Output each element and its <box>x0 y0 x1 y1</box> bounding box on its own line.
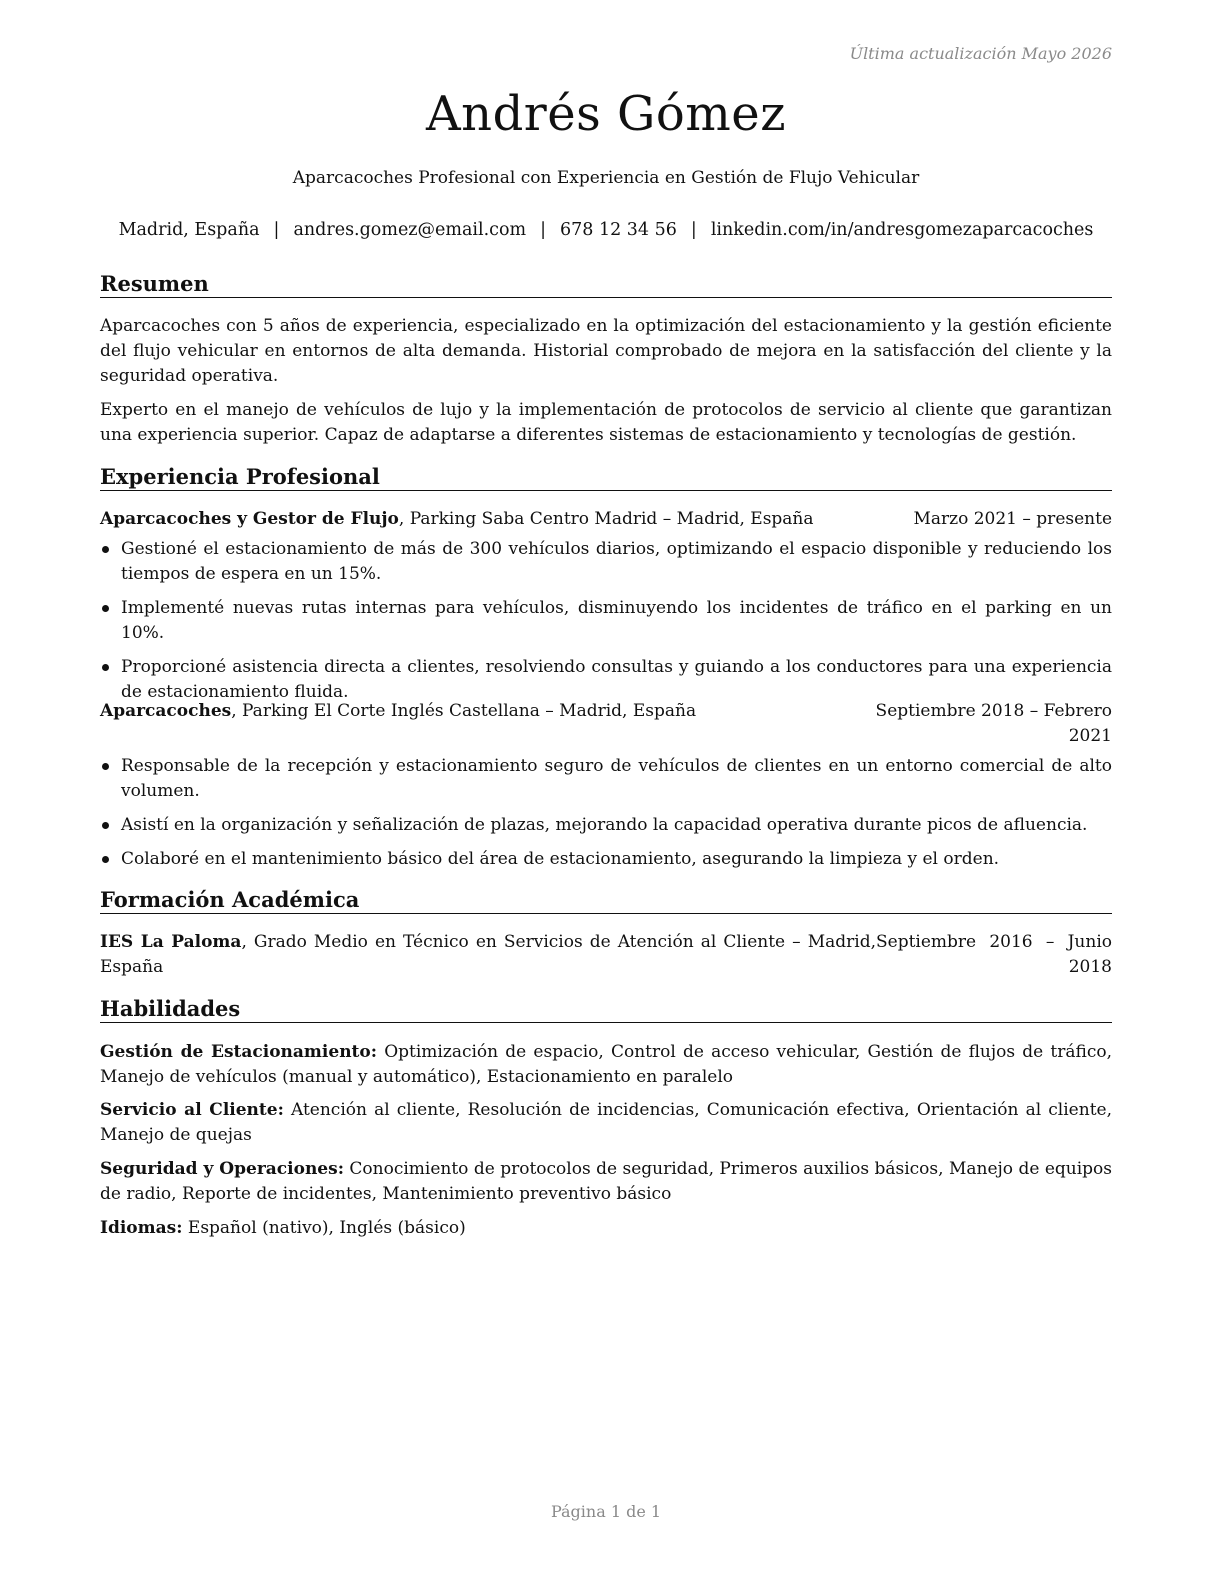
section-title-education: Formación Académica <box>100 887 1112 914</box>
job-dates-line: 2021 <box>1068 726 1112 746</box>
skill-label: Gestión de Estacionamiento: <box>100 1042 378 1062</box>
last-updated: Última actualización Mayo 2026 <box>849 44 1112 63</box>
resume-page <box>100 0 1112 1584</box>
job-bullet: Responsable de la recepción y estacionamiento seguro de vehículos de clientes en un entorno comercial de alto volumen. <box>100 754 1112 804</box>
contact-separator: | <box>540 220 546 240</box>
job-title-line <box>100 699 696 724</box>
summary-paragraph: Experto en el manejo de vehículos de lujo y la implementación de protocolos de servicio al cliente que garantizan una experiencia superior. Capaz de adaptarse a diferentes sistemas de estacionamiento y tecnologías de gestión. <box>100 400 1112 445</box>
education-entry <box>100 930 1112 980</box>
summary-paragraph: Aparcacoches con 5 años de experiencia, especializado en la optimización del estacionamiento y la gestión eficiente del flujo vehicular en entornos de alta demanda. Historial comprobado de mejora en la satisfacción del cliente y la seguridad operativa. <box>100 316 1112 386</box>
job-title: Aparcacoches <box>100 701 232 721</box>
candidate-name: Andrés Gómez <box>426 86 786 142</box>
page-number: Página 1 de 1 <box>550 1502 662 1521</box>
job-dates-line: Septiembre 2018 – Febrero <box>875 701 1112 721</box>
skill-label: Servicio al Cliente: <box>100 1100 284 1120</box>
skill-group <box>100 1157 1112 1207</box>
education-school: IES La Paloma <box>100 932 242 952</box>
contact-linkedin[interactable]: linkedin.com/in/andresgomezaparcacoches <box>710 220 1094 240</box>
job-bullet: Colaboré en el mantenimiento básico del área de estacionamiento, asegurando la limpieza y el orden. <box>100 847 1112 872</box>
job-bullets <box>100 537 1112 714</box>
job-bullets <box>100 754 1112 881</box>
contact-separator: | <box>690 220 697 240</box>
job-place: , Parking Saba Centro Madrid – Madrid, España <box>398 509 814 529</box>
contact-separator: | <box>273 220 280 240</box>
education-degree: , Grado Medio en Técnico en Servicios de Atención al Cliente – Madrid, España <box>100 932 876 977</box>
job-title-line <box>100 507 814 532</box>
skill-text: Optimización de espacio, Control de acceso vehicular, Gestión de flujos de tráfico, Manejo de vehículos (manual y automático), Estacionamiento en paralelo <box>100 1042 1112 1087</box>
job-bullet: Asistí en la organización y señalización de plazas, mejorando la capacidad operativa durante picos de afluencia. <box>100 813 1112 838</box>
contact-phone: 678 12 34 56 <box>560 220 677 240</box>
job-bullet: Proporcioné asistencia directa a clientes, resolviendo consultas y guiando a los conductores para una experiencia de estacionamiento fluida. <box>100 655 1112 705</box>
section-title-experience: Experiencia Profesional <box>100 464 1112 491</box>
job-dates <box>876 699 1112 749</box>
skill-group <box>100 1216 1112 1241</box>
skill-group <box>100 1040 1112 1090</box>
contact-location: Madrid, España <box>118 220 260 240</box>
job-place: , Parking El Corte Inglés Castellana – Madrid, España <box>231 701 697 721</box>
contact-line <box>100 220 1112 240</box>
section-title-summary: Resumen <box>100 271 1112 298</box>
job-title: Aparcacoches y Gestor de Flujo <box>100 509 399 529</box>
education-description <box>100 930 876 980</box>
contact-email[interactable]: andres.gomez@email.com <box>293 220 527 240</box>
skill-label: Idiomas: <box>100 1218 183 1238</box>
job-bullet: Implementé nuevas rutas internas para vehículos, disminuyendo los incidentes de tráfico en el parking en un 10%. <box>100 596 1112 646</box>
headline: Aparcacoches Profesional con Experiencia en Gestión de Flujo Vehicular <box>292 168 920 188</box>
skill-text: Español (nativo), Inglés (básico) <box>182 1218 466 1238</box>
education-dates: Septiembre 2016 – Junio 2018 <box>876 932 1112 977</box>
skill-text: Conocimiento de protocolos de seguridad, Primeros auxilios básicos, Manejo de equipos de radio, Reporte de incidentes, Mantenimiento preventivo básico <box>100 1159 1112 1204</box>
job-header <box>100 699 1112 749</box>
skill-group <box>100 1098 1112 1148</box>
skill-text: Atención al cliente, Resolución de incidencias, Comunicación efectiva, Orientación al cliente, Manejo de quejas <box>100 1100 1112 1145</box>
skill-label: Seguridad y Operaciones: <box>100 1159 344 1179</box>
section-title-skills: Habilidades <box>100 996 1112 1023</box>
job-dates: Marzo 2021 – presente <box>913 509 1112 529</box>
job-bullet: Gestioné el estacionamiento de más de 300 vehículos diarios, optimizando el espacio disponible y reduciendo los tiempos de espera en un 15%. <box>100 537 1112 587</box>
